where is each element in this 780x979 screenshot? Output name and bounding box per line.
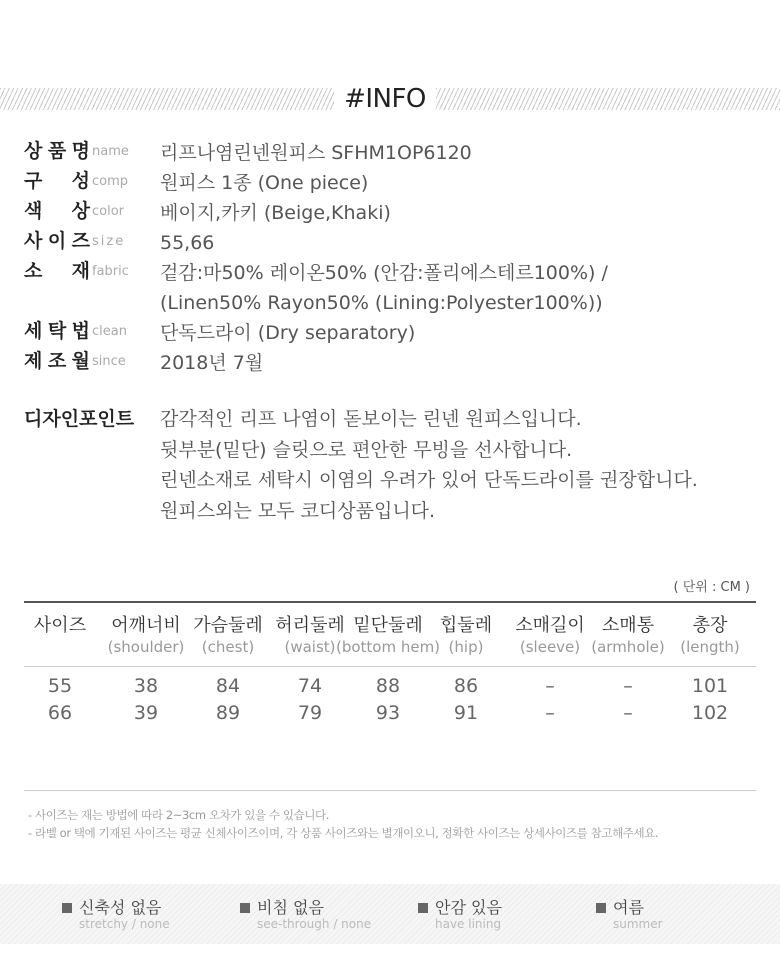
table-cell: –: [545, 702, 555, 724]
table-header: 허리둘레: [275, 615, 345, 636]
info-en-label: fabric: [92, 264, 129, 279]
info-value: 단독드라이 (Dry separatory): [160, 322, 416, 344]
table-header: 힙둘레: [439, 615, 493, 636]
design-point-label: 디자인포인트: [24, 408, 135, 430]
design-point-line: 뒷부분(밑단) 슬릿으로 편안한 무빙을 선사합니다.: [160, 438, 573, 461]
table-header: 사이즈: [33, 615, 87, 636]
info-row-fabric: 소 재 fabric 겉감:마50% 레이온50% (안감:폴리에스테르100%) / (Linen50% Rayon50% (Lining:Polyester100%)): [24, 258, 764, 318]
table-cell: 39: [133, 702, 159, 724]
table-header-en: (sleeve): [519, 638, 581, 656]
table-header-en: (chest): [201, 638, 255, 656]
info-en-label: clean: [92, 324, 127, 339]
info-row-comp: 구 성 comp 원피스 1종 (One piece): [24, 168, 764, 198]
unit-label: ( 단위 : CM ): [673, 580, 750, 595]
info-row-name: 상 품 명 name 리프나염린넨원피스 SFHM1OP6120: [24, 138, 764, 168]
table-cell: 89: [215, 702, 241, 724]
table-cell: 91: [453, 702, 479, 724]
table-header: 소매길이: [515, 615, 585, 636]
design-point-line: 린넨소재로 세탁시 이염의 우려가 있어 단독드라이를 권장합니다.: [160, 469, 698, 491]
info-en-label: name: [92, 144, 129, 159]
design-point-lines: [160, 404, 698, 526]
square-bullet-icon: [62, 903, 72, 913]
square-bullet-icon: [418, 903, 428, 913]
table-header-en: (length): [680, 638, 740, 656]
design-point-line: 감각적인 리프 나염이 돋보이는 린넨 원피스입니다.: [160, 408, 582, 430]
table-header: 소매통: [601, 615, 655, 636]
info-value-line2: (Linen50% Rayon50% (Lining:Polyester100%)): [160, 292, 603, 314]
info-en-label: color: [92, 204, 125, 219]
table-cell: 74: [297, 675, 323, 697]
product-info: [24, 138, 764, 378]
square-bullet-icon: [240, 903, 250, 913]
page-title: #INFO: [344, 84, 426, 114]
table-cell: –: [623, 702, 633, 724]
info-value: 원피스 1종 (One piece): [160, 172, 369, 194]
table-header-en: (hip): [448, 638, 484, 656]
info-value: 베이지,카키 (Beige,Khaki): [160, 202, 391, 224]
table-cell: 86: [453, 675, 479, 697]
notes-rule: [24, 790, 756, 791]
table-cell: 55: [47, 675, 73, 697]
table-cell: 38: [133, 675, 159, 697]
square-bullet-icon: [596, 903, 606, 913]
info-row-clean: 세 탁 법 clean 단독드라이 (Dry separatory): [24, 318, 764, 348]
table-cell: 101: [691, 675, 729, 697]
size-note: - 라벨 or 택에 기재된 사이즈는 평균 신체사이즈이며, 각 상품 사이즈와는 별개이오니, 정확한 사이즈는 상세사이즈를 참고해주세요.: [28, 826, 659, 840]
table-header: 총장: [692, 615, 728, 636]
table-cell: –: [623, 675, 633, 697]
table-cell: 93: [375, 702, 401, 724]
table-header-en: (shoulder): [107, 638, 185, 656]
size-note: - 사이즈는 재는 방법에 따라 2~3cm 오차가 있을 수 있습니다.: [28, 808, 329, 822]
design-point-line: 원피스외는 모두 코디상품입니다.: [160, 499, 436, 522]
table-cell: 88: [375, 675, 401, 697]
table-header: 어깨너비: [111, 615, 181, 636]
hatch-right: [436, 88, 780, 110]
table-top-rule: [24, 601, 756, 603]
table-header: 밑단둘레: [353, 615, 423, 636]
table-header-en: (waist): [284, 638, 336, 656]
info-en-label: comp: [92, 174, 129, 189]
info-value: 리프나염린넨원피스 SFHM1OP6120: [160, 142, 472, 164]
info-en-label: since: [92, 354, 126, 369]
table-cell: 66: [47, 702, 73, 724]
hatch-left: [0, 88, 334, 110]
info-value: 2018년 7월: [160, 352, 264, 374]
table-header: 가슴둘레: [193, 615, 263, 636]
info-value: 겉감:마50% 레이온50% (안감:폴리에스테르100%) /: [160, 262, 608, 284]
table-cell: –: [545, 675, 555, 697]
info-row-since: 제 조 월 since 2018년 7월: [24, 348, 764, 378]
info-row-color: 색 상 color 베이지,카키 (Beige,Khaki): [24, 198, 764, 228]
info-en-label: size: [92, 234, 126, 249]
table-cell: 84: [215, 675, 241, 697]
info-value: 55,66: [160, 232, 215, 254]
table-header-en: (armhole): [591, 638, 665, 656]
table-header-en: (bottom hem): [335, 638, 441, 656]
table-header-rule: [24, 666, 756, 667]
info-header: [0, 86, 780, 112]
info-row-size: 사 이 즈 size 55,66: [24, 228, 764, 258]
table-cell: 79: [297, 702, 323, 724]
table-cell: 102: [691, 702, 729, 724]
feature-bar: 신축성 없음 stretchy / none 비침 없음 see-through / none 안감 있음 have lining 여름 summer: [0, 884, 780, 944]
